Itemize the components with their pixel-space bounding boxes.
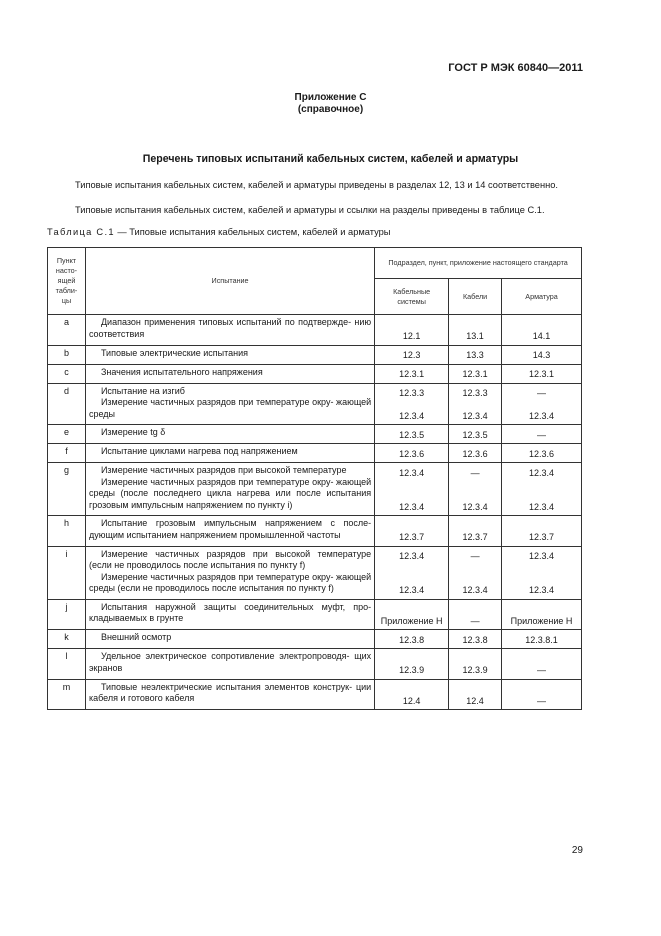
row-code: k <box>48 630 86 649</box>
test-description: Испытания наружной защиты соединительных муфт, про- кладываемых в грунте <box>88 601 372 623</box>
reference-value: 12.3.4 <box>399 410 425 421</box>
test-description: Измерение tg δ <box>100 427 166 437</box>
reference-value: 12.3.8 <box>399 634 425 645</box>
row-test <box>85 364 374 383</box>
table-header-row <box>48 248 582 279</box>
reference-value: 12.4 <box>402 695 421 706</box>
row-cables <box>449 630 502 649</box>
row-cables <box>449 383 502 425</box>
row-cables <box>449 679 502 710</box>
reference-value: 12.3.4 <box>399 551 425 561</box>
reference-value: 12.3.6 <box>399 448 425 459</box>
table-row <box>48 463 582 516</box>
reference-value: 12.3.7 <box>399 532 425 542</box>
row-systems <box>375 679 449 710</box>
reference-value: 12.3 <box>402 350 421 360</box>
row-cables <box>449 463 502 516</box>
reference-value: 12.3.7 <box>529 532 555 542</box>
row-systems <box>375 383 449 425</box>
row-code: f <box>48 444 86 463</box>
row-accessories <box>502 444 582 463</box>
reference-value: 12.3.9 <box>399 665 425 675</box>
header-cables: Кабели <box>449 279 502 315</box>
test-description: Типовые электрические испытания <box>100 347 248 358</box>
reference-value: 12.3.4 <box>399 501 425 512</box>
table-caption-label: Таблица С.1 <box>47 227 115 237</box>
test-description: Диапазон применения типовых испытаний по подтвержде- нию соответствия <box>88 317 372 339</box>
row-code: d <box>48 383 86 425</box>
row-accessories <box>502 630 582 649</box>
test-description: Значения испытательного напряжения <box>100 366 263 377</box>
test-description: Типовые неэлектрические испытания элементов конструк- ции кабеля и готового кабеля <box>88 681 372 703</box>
table-row <box>48 599 582 630</box>
row-accessories <box>502 463 582 516</box>
table-row <box>48 546 582 599</box>
reference-value: 12.3.5 <box>462 429 488 440</box>
appendix-heading: Приложение С <box>294 92 367 103</box>
reference-value: 13.3 <box>466 350 484 360</box>
test-description: Измерение частичных разрядов при температуре окру- жающей среды (после последнего цикла нагрева или после испытания грозовым импульсным напряжением по пункту i) <box>88 476 372 510</box>
row-systems <box>375 649 449 680</box>
reference-value: 12.3.4 <box>529 551 555 561</box>
row-accessories <box>502 315 582 346</box>
reference-value: — <box>537 695 547 706</box>
row-accessories <box>502 425 582 444</box>
header-accessories: Арматура <box>502 279 582 315</box>
reference-value: 12.1 <box>402 331 421 341</box>
appendix-subtitle: (справочное) <box>297 104 364 115</box>
appendix-title <box>0 92 661 116</box>
row-accessories <box>502 345 582 364</box>
test-description: Удельное электрическое сопротивление электропроводя- щих экранов <box>88 651 372 673</box>
test-description: Измерение частичных разрядов при высокой температуре <box>100 465 347 475</box>
reference-value: 12.3.4 <box>399 585 425 595</box>
table-row <box>48 444 582 463</box>
table-row <box>48 516 582 547</box>
reference-value: 12.3.6 <box>529 448 555 459</box>
reference-value: 12.3.3 <box>462 388 488 398</box>
row-code: m <box>48 679 86 710</box>
reference-value: 12.3.4 <box>462 410 488 421</box>
reference-value: — <box>537 429 547 440</box>
table-row <box>48 630 582 649</box>
row-systems <box>375 463 449 516</box>
reference-value: 12.3.4 <box>529 467 555 478</box>
row-accessories <box>502 383 582 425</box>
row-cables <box>449 425 502 444</box>
row-cables <box>449 546 502 599</box>
row-test <box>85 315 374 346</box>
table-row <box>48 649 582 680</box>
row-accessories <box>502 649 582 680</box>
row-test <box>85 599 374 630</box>
reference-value: 12.3.1 <box>399 369 425 379</box>
row-code: g <box>48 463 86 516</box>
row-cables <box>449 649 502 680</box>
test-description: Внешний осмотр <box>100 632 172 642</box>
reference-value: 12.3.8.1 <box>525 634 558 645</box>
reference-value: 13.1 <box>466 331 484 341</box>
reference-value: — <box>470 615 480 626</box>
type-tests-table <box>47 247 582 710</box>
reference-value: 12.3.4 <box>529 585 555 595</box>
row-accessories <box>502 516 582 547</box>
table-caption-text: — Типовые испытания кабельных систем, кабелей и арматуры <box>114 227 391 237</box>
row-accessories <box>502 364 582 383</box>
reference-value: — <box>537 665 547 675</box>
intro-paragraph-2: Типовые испытания кабельных систем, кабелей и арматуры и ссылки на разделы приведены в таблице С.1. <box>75 205 545 215</box>
row-test <box>85 630 374 649</box>
reference-value: 12.4 <box>466 695 484 706</box>
table-row <box>48 364 582 383</box>
row-test <box>85 649 374 680</box>
table-row <box>48 345 582 364</box>
row-test <box>85 679 374 710</box>
reference-value: 12.3.4 <box>529 410 555 421</box>
row-cables <box>449 364 502 383</box>
row-cables <box>449 516 502 547</box>
test-description: Измерение частичных разрядов при температуре окру- жающей среды (если не проводилось после испытания по пункту f) <box>88 571 372 593</box>
row-cables <box>449 315 502 346</box>
row-code: е <box>48 425 86 444</box>
row-code: b <box>48 345 86 364</box>
row-systems <box>375 444 449 463</box>
intro-paragraph-1: Типовые испытания кабельных систем, кабелей и арматуры приведены в разделах 12, 13 и 14 соответственно. <box>75 180 558 190</box>
row-code: а <box>48 315 86 346</box>
row-cables <box>449 599 502 630</box>
page-number: 29 <box>571 845 583 856</box>
row-test <box>85 444 374 463</box>
row-test <box>85 345 374 364</box>
header-reference-group: Подраздел, пункт, приложение настоящего стандарта <box>375 248 582 279</box>
reference-value: 12.3.4 <box>399 467 425 478</box>
reference-value: 12.3.1 <box>462 369 488 379</box>
row-code: i <box>48 546 86 599</box>
row-test <box>85 463 374 516</box>
reference-value: 12.3.6 <box>462 448 488 459</box>
reference-value: 12.3.8 <box>462 634 488 645</box>
reference-value: 14.1 <box>532 331 551 341</box>
table-caption <box>47 227 391 237</box>
row-code: j <box>48 599 86 630</box>
row-cables <box>449 444 502 463</box>
row-systems <box>375 364 449 383</box>
header-item: Пункт насто- ящей табли- цы <box>48 248 86 315</box>
reference-value: 12.3.7 <box>462 532 488 542</box>
reference-value: — <box>537 388 547 398</box>
row-code: l <box>48 649 86 680</box>
row-accessories <box>502 679 582 710</box>
test-description: Испытание циклами нагрева под напряжением <box>100 446 298 456</box>
test-description: Испытание грозовым импульсным напряжением с после- дующим испытанием напряжением промышленной частоты <box>88 518 372 540</box>
reference-value: 14.3 <box>532 350 551 360</box>
row-systems <box>375 345 449 364</box>
reference-value: Приложение Н <box>510 615 573 626</box>
header-cable-systems: Кабельные системы <box>375 279 449 315</box>
test-description: Измерение частичных разрядов при температуре окру- жающей среды <box>88 397 372 419</box>
table-row <box>48 425 582 444</box>
row-systems <box>375 315 449 346</box>
table-row <box>48 315 582 346</box>
row-accessories <box>502 599 582 630</box>
reference-value: — <box>470 467 480 478</box>
row-test <box>85 516 374 547</box>
reference-value: 12.3.4 <box>462 501 488 512</box>
row-systems <box>375 516 449 547</box>
row-systems <box>375 425 449 444</box>
row-systems <box>375 599 449 630</box>
test-description: Испытание на изгиб <box>100 385 185 396</box>
reference-value: Приложение Н <box>380 615 443 626</box>
reference-value: 12.3.1 <box>529 369 555 379</box>
row-code: h <box>48 516 86 547</box>
reference-value: 12.3.3 <box>399 388 425 398</box>
section-title: Перечень типовых испытаний кабельных систем, кабелей и арматуры <box>142 153 519 165</box>
row-test <box>85 383 374 425</box>
reference-value: 12.3.5 <box>399 429 425 440</box>
reference-value: 12.3.9 <box>462 665 488 675</box>
table-body <box>48 315 582 710</box>
test-description: Измерение частичных разрядов при высокой температуре (если не проводилось после испытания по пункту f) <box>88 548 372 570</box>
document-header: ГОСТ Р МЭК 60840—2011 <box>448 62 583 74</box>
table-row <box>48 679 582 710</box>
row-test <box>85 546 374 599</box>
row-accessories <box>502 546 582 599</box>
reference-value: 12.3.4 <box>529 501 555 512</box>
row-code: с <box>48 364 86 383</box>
reference-value: — <box>470 551 480 561</box>
reference-value: 12.3.4 <box>462 585 488 595</box>
row-systems <box>375 630 449 649</box>
row-systems <box>375 546 449 599</box>
table-row <box>48 383 582 425</box>
row-test <box>85 425 374 444</box>
row-cables <box>449 345 502 364</box>
header-test: Испытание <box>85 248 374 315</box>
